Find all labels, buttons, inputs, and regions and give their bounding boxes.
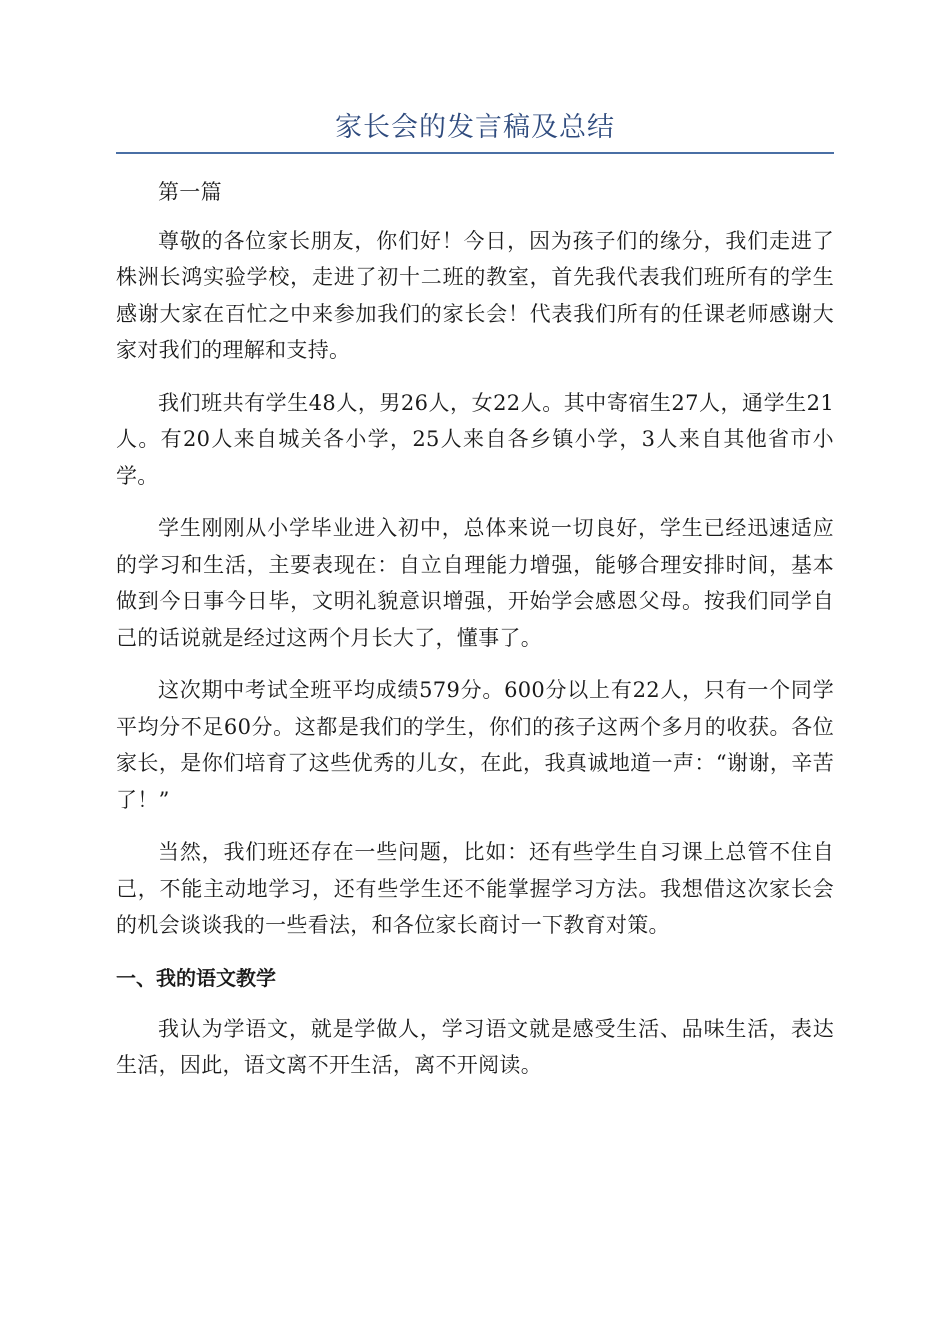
part-label: 第一篇 [158,180,222,204]
title-underline [116,152,834,154]
paragraph-greeting: 尊敬的各位家长朋友，你们好！今日，因为孩子们的缘分，我们走进了株洲长鸿实验学校，走进了初十二班的教室，首先我代表我们班所有的学生感谢大家在百忙之中来参加我们的家长会！代表我们所有的任课老师感谢大家对我们的理解和支持。 [116,228,834,362]
paragraph-problems: 当然，我们班还存在一些问题，比如：还有些学生自习课上总管不住自己，不能主动地学习，还有些学生还不能掌握学习方法。我想借这次家长会的机会谈谈我的一些看法，和各位家长商讨一下教育对策。 [116,840,834,937]
document-title: 家长会的发言稿及总结 [335,112,615,143]
paragraph-class-stats: 我们班共有学生48人，男26人，女22人。其中寄宿生27人，通学生21人。有20人来自城关各小学，25人来自各乡镇小学，3人来自其他省市小学。 [116,390,834,488]
paragraph-student-adaptation: 学生刚刚从小学毕业进入初中，总体来说一切良好，学生已经迅速适应的学习和生活，主要表现在：自立自理能力增强，能够合理安排时间，基本做到今日事今日毕，文明礼貌意识增强，开始学会感恩父母。按我们同学自己的话说就是经过这两个月长大了，懂事了。 [116,516,834,650]
document-page [116,108,834,1100]
paragraph-chinese-teaching: 我认为学语文，就是学做人，学习语文就是感受生活、品味生活，表达生活，因此，语文离不开生活，离不开阅读。 [116,1016,834,1077]
paragraph-exam-results: 这次期中考试全班平均成绩579分。600分以上有22人，只有一个同学平均分不足60分。这都是我们的学生，你们的孩子这两个多月的收获。各位家长，是你们培育了这些优秀的儿女，在此，我真诚地道一声：“谢谢，辛苦了！” [116,678,834,812]
section-heading: 一、我的语文教学 [116,965,276,990]
